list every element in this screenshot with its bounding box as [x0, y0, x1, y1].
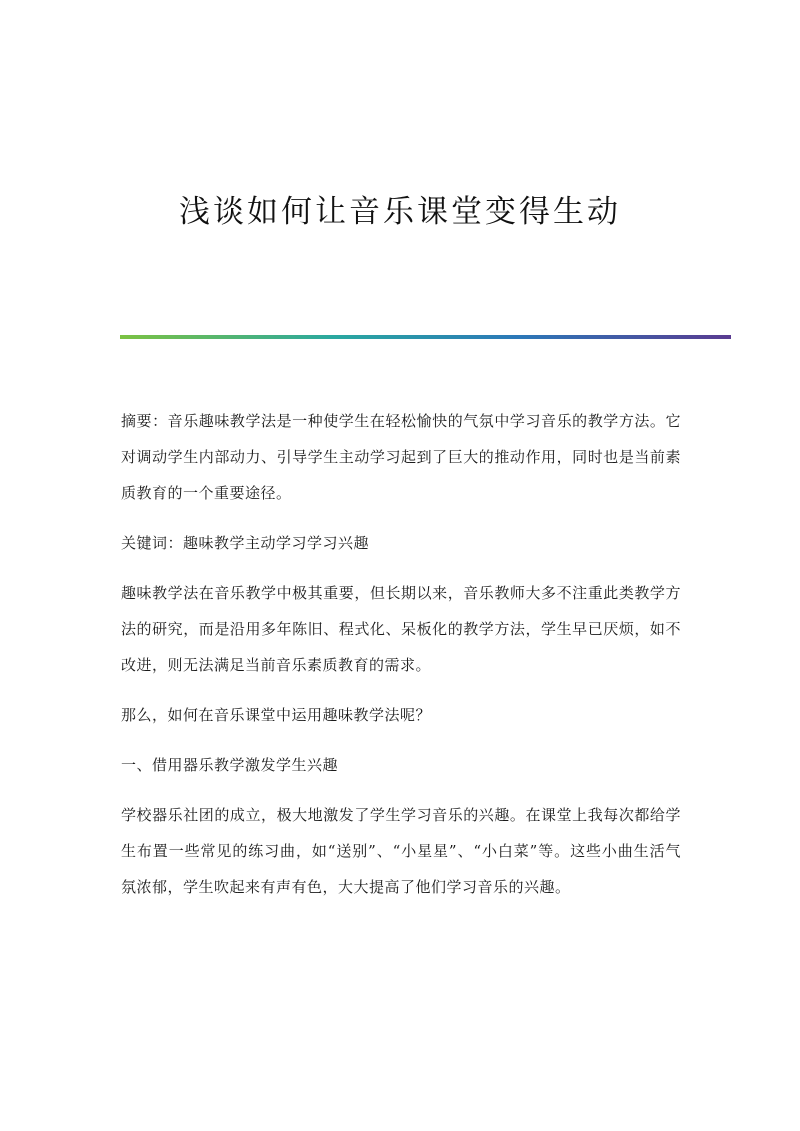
document-body	[121, 403, 681, 919]
abstract-paragraph: 摘要：音乐趣味教学法是一种使学生在轻松愉快的气氛中学习音乐的教学方法。它对调动学生内部动力、引导学生主动学习起到了巨大的推动作用，同时也是当前素质教育的一个重要途径。	[121, 412, 681, 502]
body-paragraph: 学校器乐社团的成立，极大地激发了学生学习音乐的兴趣。在课堂上我每次都给学生布置一些常见的练习曲，如“送别”、“小星星”、“小白菜”等。这些小曲生活气氛浓郁，学生吹起来有声有色，大大提高了他们学习音乐的兴趣。	[121, 806, 681, 896]
question-paragraph: 那么，如何在音乐课堂中运用趣味教学法呢？	[121, 706, 432, 724]
gradient-divider	[120, 335, 731, 339]
document-title: 浅谈如何让音乐课堂变得生动	[179, 194, 621, 230]
section-heading: 一、借用器乐教学激发学生兴趣	[121, 756, 339, 774]
body-paragraph: 趣味教学法在音乐教学中极其重要，但长期以来，音乐教师大多不注重此类教学方法的研究，而是沿用多年陈旧、程式化、呆板化的教学方法，学生早已厌烦，如不改进，则无法满足当前音乐素质教育的需求。	[121, 584, 681, 674]
keywords-paragraph: 关键词：趣味教学主动学习学习兴趣	[121, 534, 370, 552]
